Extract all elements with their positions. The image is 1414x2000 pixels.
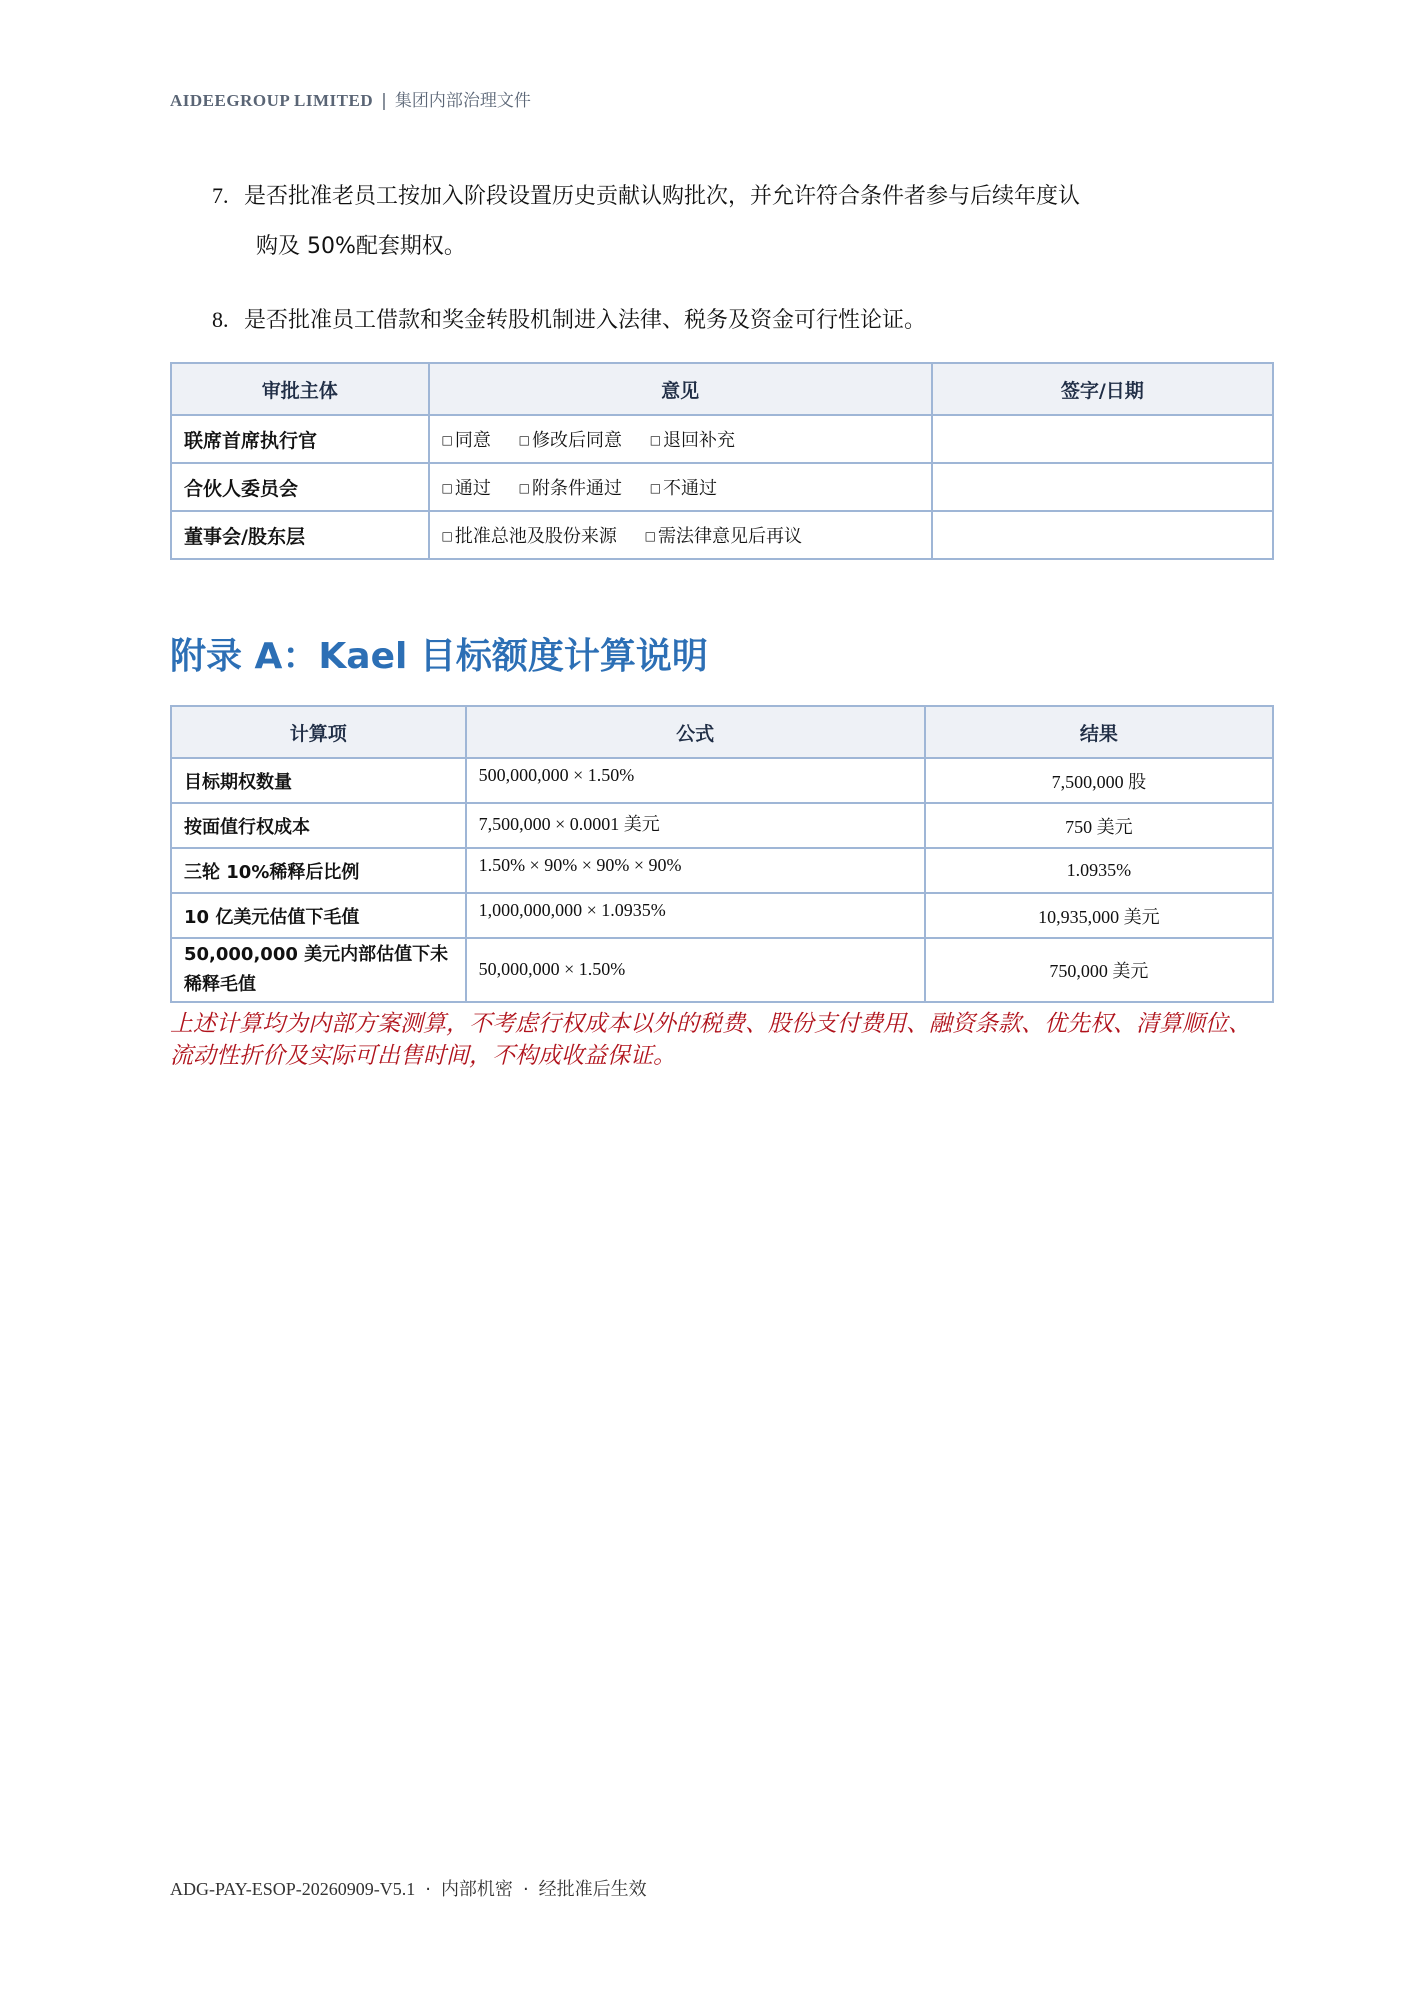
signature-cell[interactable] xyxy=(932,511,1273,559)
table-row xyxy=(171,415,1273,463)
checkbox-option[interactable]: □ 同意 xyxy=(441,430,491,451)
checkbox-icon[interactable]: □ xyxy=(441,481,453,495)
opinion-cell xyxy=(429,415,932,463)
approver-cell: 联席首席执行官 xyxy=(171,415,429,463)
table-row xyxy=(171,938,1273,1002)
formula-cell: 7,500,000 × 0.0001 美元 xyxy=(466,803,925,848)
item-number: 7. xyxy=(212,183,229,208)
signature-cell[interactable] xyxy=(932,415,1273,463)
column-header: 结果 xyxy=(925,706,1273,758)
result-cell: 1.0935% xyxy=(925,848,1273,893)
opinion-cell xyxy=(429,463,932,511)
column-header: 计算项 xyxy=(171,706,466,758)
item-number: 8. xyxy=(212,307,229,332)
item-text: 是否批准员工借款和奖金转股机制进入法律、税务及资金可行性论证。 xyxy=(244,308,927,333)
formula-cell: 1,000,000,000 × 1.0935% xyxy=(466,893,925,938)
calc-item-cell: 10 亿美元估值下毛值 xyxy=(171,893,466,938)
checkbox-option[interactable]: □ 批准总池及股份来源 xyxy=(441,526,617,547)
effective-label: 经批准后生效 xyxy=(538,1879,647,1900)
approver-cell: 董事会/股东层 xyxy=(171,511,429,559)
confidentiality-label: 内部机密 xyxy=(440,1879,513,1900)
calculation-table xyxy=(170,705,1274,1003)
calc-item-cell: 目标期权数量 xyxy=(171,758,466,803)
column-header: 审批主体 xyxy=(171,363,429,415)
table-row xyxy=(171,758,1273,803)
table-header-row xyxy=(171,363,1273,415)
approval-table xyxy=(170,362,1274,560)
calc-item-cell: 三轮 10%稀释后比例 xyxy=(171,848,466,893)
checkbox-option[interactable]: □ 退回补充 xyxy=(649,430,736,451)
checkbox-option[interactable]: □ 不通过 xyxy=(649,478,718,499)
table-row xyxy=(171,848,1273,893)
checkbox-option[interactable]: □ 附条件通过 xyxy=(518,478,622,499)
checkbox-icon[interactable]: □ xyxy=(518,433,530,447)
table-header-row xyxy=(171,706,1273,758)
footer-separator: · xyxy=(522,1879,529,1900)
checkbox-icon[interactable]: □ xyxy=(644,529,656,543)
column-header: 签字/日期 xyxy=(932,363,1273,415)
page-footer xyxy=(170,1875,647,1901)
table-row xyxy=(171,511,1273,559)
disclaimer-note: 上述计算均为内部方案测算，不考虑行权成本以外的税费、股份支付费用、融资条款、优先权、清算顺位、流动性折价及实际可出售时间，不构成收益保证。 xyxy=(170,1011,1251,1068)
agenda-item-8 xyxy=(212,295,926,346)
result-cell: 750,000 美元 xyxy=(925,938,1273,1002)
appendix-title: 附录 A：Kael 目标额度计算说明 xyxy=(170,636,708,677)
result-cell: 10,935,000 美元 xyxy=(925,893,1273,938)
footer-separator: · xyxy=(425,1879,431,1900)
item-text: 是否批准老员工按加入阶段设置历史贡献认购批次，并允许符合条件者参与后续年度认 xyxy=(244,184,1081,209)
checkbox-icon[interactable]: □ xyxy=(441,433,453,447)
column-header: 意见 xyxy=(429,363,932,415)
checkbox-option[interactable]: □ 修改后同意 xyxy=(518,430,622,451)
result-cell: 750 美元 xyxy=(925,803,1273,848)
checkbox-icon[interactable]: □ xyxy=(649,433,662,447)
checkbox-icon[interactable]: □ xyxy=(441,529,453,543)
result-cell: 7,500,000 股 xyxy=(925,758,1273,803)
formula-cell: 500,000,000 × 1.50% xyxy=(466,758,925,803)
column-header: 公式 xyxy=(466,706,925,758)
formula-cell: 50,000,000 × 1.50% xyxy=(466,938,925,1002)
signature-cell[interactable] xyxy=(932,463,1273,511)
checkbox-option[interactable]: □ 通过 xyxy=(441,478,491,499)
checkbox-icon[interactable]: □ xyxy=(649,481,662,495)
page-header xyxy=(170,86,531,111)
opinion-cell xyxy=(429,511,932,559)
document-type: 集团内部治理文件 xyxy=(394,91,531,111)
calc-item-cell: 50,000,000 美元内部估值下未稀释毛值 xyxy=(171,938,466,1002)
calc-item-cell: 按面值行权成本 xyxy=(171,803,466,848)
document-code: ADG-PAY-ESOP-20260909-V5.1 xyxy=(170,1879,416,1899)
checkbox-icon[interactable]: □ xyxy=(518,481,530,495)
table-row xyxy=(171,803,1273,848)
agenda-item-7 xyxy=(212,171,1080,272)
formula-cell: 1.50% × 90% × 90% × 90% xyxy=(466,848,925,893)
table-row xyxy=(171,893,1273,938)
header-separator: | xyxy=(381,91,387,111)
company-name: AIDEEGROUP LIMITED xyxy=(170,91,374,110)
table-row xyxy=(171,463,1273,511)
approver-cell: 合伙人委员会 xyxy=(171,463,429,511)
item-text-continued: 购及 50%配套期权。 xyxy=(256,234,466,259)
checkbox-option[interactable]: □ 需法律意见后再议 xyxy=(644,526,802,547)
